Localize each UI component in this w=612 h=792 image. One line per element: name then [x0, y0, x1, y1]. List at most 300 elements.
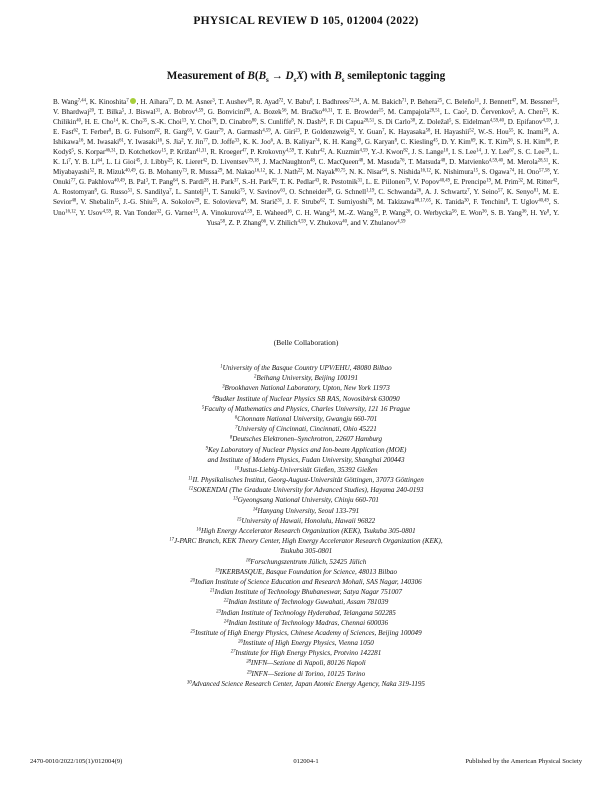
affiliation-line	[30, 597, 582, 607]
author-affiliation-marks: 4,59	[102, 209, 111, 215]
author-name: V. Savinov	[248, 188, 281, 197]
author-affiliation-marks: 57,58	[539, 168, 550, 174]
author-affiliation-marks: 77	[203, 138, 208, 144]
author-affiliation-marks: 40,49	[439, 178, 450, 184]
author-name: A. Ishikawa	[53, 128, 560, 147]
author-name: S. Ogawa	[481, 168, 510, 177]
author-entry	[80, 209, 111, 217]
affiliation-text: Indian Institute of Technology Madras, Chennai 600036	[228, 618, 389, 627]
title-suffix: with $B_s$ semileptonic tagging	[307, 70, 446, 85]
affiliation-text: University of Cincinnati, Cincinnati, Ohio 45221	[237, 425, 377, 434]
author-affiliation-marks: 31	[155, 108, 161, 114]
author-affiliation-marks: 38	[410, 118, 416, 124]
author-entry	[391, 168, 431, 176]
affiliation-line	[30, 587, 582, 597]
author-name: Y. Choi	[189, 118, 212, 127]
affiliation-text: Indian Institute of Science Education and Research Mohali, SAS Nagar, 140306	[194, 577, 422, 586]
author-affiliation-marks: 23	[295, 128, 300, 134]
affiliation-line	[30, 658, 582, 668]
author-affiliation-marks: 35	[142, 118, 148, 124]
author-name: J. S. Lange	[411, 148, 444, 157]
author-name: G. Schnell	[335, 188, 367, 197]
author-name: G. Karyan	[364, 138, 395, 147]
author-affiliation-marks: 39	[356, 138, 362, 144]
affiliation-number: 6	[234, 415, 238, 421]
affiliation-line	[30, 648, 582, 658]
author-name: F. Tenchini	[473, 198, 506, 207]
author-affiliation-marks: 51	[127, 188, 133, 194]
author-entry	[79, 178, 125, 186]
author-name: Z. P. Zhang	[228, 218, 262, 227]
author-affiliation-marks: 54	[329, 209, 335, 215]
author-name: P. Goldenzweig	[304, 128, 350, 137]
author-affiliation-marks: 73	[182, 168, 187, 174]
author-name: Y. Jin	[187, 138, 204, 147]
author-entry	[478, 128, 513, 136]
author-entry	[323, 138, 361, 146]
author-affiliation-marks: 15	[473, 168, 479, 174]
author-entry	[204, 198, 246, 206]
author-affiliation-marks: 25	[437, 98, 443, 104]
author-affiliation-marks: 7	[126, 98, 129, 104]
author-affiliation-marks: 7	[382, 128, 385, 134]
author-affiliation-marks: 2	[464, 108, 467, 114]
author-affiliation-marks: 22	[297, 168, 303, 174]
author-entry	[243, 138, 273, 146]
author-entry	[508, 118, 551, 126]
author-entry	[365, 138, 397, 146]
author-name: A. Sokolov	[161, 198, 195, 207]
author-name: K. Senyo	[506, 188, 534, 197]
affiliation-number: 18	[245, 558, 251, 564]
author-affiliation-marks: 42	[552, 178, 558, 184]
affiliation-line	[30, 638, 582, 648]
author-name: Y. Yusa	[206, 208, 559, 227]
author-name: A. Vinokurova	[201, 208, 244, 217]
author-name: H. Hayashii	[434, 128, 470, 137]
author-entry	[177, 98, 215, 106]
author-entry	[339, 209, 379, 217]
author-name: A. Bozek	[254, 108, 282, 117]
author-entry	[242, 178, 277, 186]
author-entry	[371, 148, 408, 156]
affiliation-number: 29	[246, 670, 252, 676]
author-affiliation-marks: 8	[546, 209, 550, 215]
affiliation-line	[30, 567, 582, 577]
author-entry	[191, 168, 223, 176]
author-entry	[527, 178, 558, 186]
author-entry	[337, 108, 384, 116]
author-entry	[202, 209, 253, 217]
author-name: P. Krokovny	[250, 148, 286, 157]
author-entry	[164, 108, 203, 116]
author-entry	[269, 219, 305, 227]
author-entry	[289, 188, 331, 196]
author-affiliation-marks: 82	[272, 178, 277, 184]
author-affiliation-marks: 76	[399, 158, 405, 164]
author-name: R. Ayad	[255, 98, 279, 106]
author-entry	[323, 178, 362, 186]
author-entry	[518, 168, 550, 176]
author-name: P. Kodyš	[53, 138, 559, 157]
author-affiliation-marks: 5	[121, 108, 125, 114]
author-name: D. Kotchetkov	[119, 148, 162, 157]
author-name: D. Epifanov	[507, 118, 543, 127]
author-entry	[90, 98, 137, 106]
author-affiliation-marks: 16,12	[65, 209, 76, 215]
author-affiliation-marks: 42	[319, 148, 325, 154]
author-name: S. Uno	[53, 198, 560, 217]
author-affiliation-marks: 15	[161, 148, 167, 154]
author-affiliation-marks: 62	[320, 198, 325, 204]
affiliation-text: Indian Institute of Technology Bhubaneswar, Satya Nagar 751007	[214, 588, 402, 597]
author-affiliation-marks: 80	[251, 118, 257, 124]
author-name: D. Matvienko	[449, 158, 489, 167]
author-entry	[210, 148, 246, 156]
author-name: T. Bilka	[98, 108, 122, 117]
affiliation-text: J-PARC Branch, KEK Theory Center, High Energy Accelerator Research Organization (KEK),	[174, 537, 443, 546]
author-name: M. Ritter	[526, 178, 553, 187]
author-name: M.-Z. Wang	[338, 208, 374, 217]
affiliation-text: Indian Institute of Technology Hyderabad, Telangana 502285	[220, 608, 396, 617]
author-affiliation-marks: 64	[382, 168, 387, 174]
author-affiliation-marks: 82	[403, 148, 409, 154]
author-name: D. Červenkov	[471, 108, 513, 117]
affiliation-text: Brookhaven National Laboratory, Upton, New York 11973	[224, 384, 390, 393]
author-affiliation-marks: 16	[157, 138, 162, 144]
author-name: I. S. Lee	[451, 148, 477, 157]
affiliation-line	[30, 445, 582, 455]
author-entry	[378, 118, 415, 126]
author-name: Y. Iwasaki	[127, 138, 158, 147]
author-affiliation-marks: 74	[314, 138, 320, 144]
author-name: P. Križan	[169, 148, 197, 157]
author-name: L. E. Piilonen	[365, 178, 406, 187]
author-entry	[412, 148, 449, 156]
affiliation-text: Indian Institute of Technology Guwahati, Assam 781039	[228, 598, 389, 607]
author-name: T. K. Pedlar	[280, 178, 315, 187]
author-entry	[164, 128, 192, 136]
affiliation-number: 1	[220, 364, 223, 370]
author-entry	[129, 108, 161, 116]
author-affiliation-marks: 7	[467, 188, 470, 194]
author-entry	[455, 118, 504, 126]
author-name: H. Ono	[517, 168, 540, 177]
affiliation-text: University of the Basque Country UPV/EHU, 48080 Bilbao	[222, 364, 392, 372]
author-affiliation-marks: 40	[342, 219, 347, 225]
author-entry	[471, 108, 514, 116]
affiliation-line	[30, 536, 582, 546]
author-affiliation-marks: 50	[543, 128, 549, 134]
author-name: P. Behera	[410, 98, 438, 106]
author-affiliation-marks: 66	[261, 219, 266, 225]
author-name: W.-S. Hou	[478, 128, 509, 137]
author-affiliation-marks: 36	[482, 209, 487, 215]
author-name: T. Sumiyoshi	[329, 198, 368, 207]
affiliation-number: 16	[196, 527, 201, 533]
author-entry	[181, 178, 208, 186]
author-affiliation-marks: 4,59	[359, 148, 368, 154]
author-affiliation-marks: 43	[314, 178, 320, 184]
author-entry	[82, 128, 111, 136]
affiliation-text: Justus-Liebig-Universität Gießen, 35392 Gießen	[239, 465, 378, 474]
author-affiliation-marks: 66	[545, 138, 551, 144]
author-affiliation-marks: 15	[552, 98, 558, 104]
title-prefix: Measurement of	[166, 70, 248, 82]
author-entry	[212, 138, 240, 146]
author-name: K. Inami	[517, 128, 544, 137]
author-entry	[366, 178, 410, 186]
author-name: J. Y. Lee	[484, 148, 510, 157]
author-entry	[256, 98, 284, 106]
author-name: V. Popov	[413, 178, 440, 187]
author-name: M. Bessner	[520, 98, 553, 106]
author-affiliation-marks: 56	[451, 209, 457, 215]
author-name: C. Schwanda	[378, 188, 417, 197]
author-entry	[152, 178, 178, 186]
author-entry	[482, 168, 514, 176]
author-entry	[53, 98, 86, 106]
author-affiliation-marks: 63	[280, 188, 286, 194]
author-name: G. Bonvicini	[207, 108, 246, 117]
affiliation-number: 28	[246, 659, 251, 665]
author-affiliation-marks: 56	[281, 108, 287, 114]
author-affiliation-marks: 37	[233, 178, 239, 184]
author-entry	[518, 128, 549, 136]
author-entry	[328, 148, 368, 156]
author-affiliation-marks: 8	[94, 188, 97, 194]
author-affiliation-marks: 8	[291, 118, 294, 124]
author-entry	[297, 118, 325, 126]
author-entry	[435, 128, 474, 136]
affiliation-text: II. Physikalisches Institut, Georg-August-Universität Göttingen, 37073 Göttingen	[192, 476, 424, 485]
author-entry	[531, 209, 550, 217]
author-entry	[316, 98, 359, 106]
author-affiliation-marks: 8	[108, 128, 112, 134]
affiliation-line	[30, 526, 582, 536]
author-entry	[249, 188, 285, 196]
author-name: T. Aushev	[218, 98, 248, 106]
author-name: K. H. Kang	[323, 138, 357, 147]
affiliation-number: 11	[188, 476, 193, 482]
author-entry	[53, 188, 97, 196]
author-entry	[329, 198, 372, 206]
author-affiliation-marks: 46,31	[105, 148, 116, 154]
author-affiliation-marks: 4,59	[397, 219, 406, 225]
author-name: E. Won	[460, 208, 483, 217]
author-entry	[78, 148, 116, 156]
author-name: D. Y. Kim	[441, 138, 471, 147]
affiliation-line	[30, 363, 582, 373]
author-entry	[161, 198, 199, 206]
author-entry	[208, 108, 250, 116]
author-entry	[177, 158, 208, 166]
author-name: M. Starič	[250, 198, 278, 207]
author-affiliation-marks: 47	[511, 98, 517, 104]
author-affiliation-marks: 40	[240, 198, 246, 204]
orcid-icon[interactable]	[130, 98, 136, 104]
author-affiliation-marks: 26	[405, 209, 411, 215]
author-entry	[263, 158, 315, 166]
author-affiliation-marks: 72,34	[348, 98, 360, 104]
author-affiliation-marks: 4,59	[243, 209, 253, 215]
affiliation-line	[30, 628, 582, 638]
affiliation-number: 23	[216, 609, 221, 614]
author-affiliation-marks: 6	[270, 138, 273, 144]
author-entry	[491, 209, 527, 217]
affiliation-text: Key Laboratory of Nuclear Physics and Ion-beam Application (MOE)	[207, 445, 407, 454]
author-name: N. K. Nisar	[349, 168, 383, 177]
author-affiliation-marks: 80	[245, 108, 250, 114]
affiliation-number: 10	[234, 466, 240, 472]
author-entry	[520, 98, 557, 106]
author-name: V. Shebalin	[80, 198, 115, 207]
author-entry	[495, 178, 523, 186]
author-entry	[87, 138, 124, 146]
author-entry	[410, 98, 442, 106]
author-entry	[378, 188, 421, 196]
author-affiliation-marks: 41,31	[196, 148, 207, 154]
author-affiliation-marks: 7	[169, 188, 172, 194]
author-name: T. Pang	[151, 178, 174, 187]
affiliation-text: INFN—Sezione di Napoli, 80126 Napoli	[250, 659, 366, 668]
author-entry	[256, 209, 292, 217]
affiliation-text: and Institute of Modern Physics, Fudan University, Shanghai 200443	[207, 455, 405, 464]
author-name: S. Nishida	[390, 168, 421, 177]
author-name: G. Pakhlova	[79, 178, 115, 187]
author-affiliation-marks: 2	[181, 138, 184, 144]
author-entry	[413, 178, 449, 186]
author-name: T. Sanuki	[212, 188, 241, 197]
author-affiliation-marks: 49	[247, 98, 253, 104]
affiliation-number: 15	[236, 517, 242, 523]
author-entry	[479, 138, 513, 146]
author-affiliation-marks: 45	[433, 138, 438, 144]
author-entry	[349, 168, 387, 176]
author-name: M. Takizawa	[376, 198, 415, 207]
author-name: K. J. Nath	[268, 168, 298, 177]
affiliation-line	[30, 414, 582, 424]
author-entry	[473, 188, 502, 196]
author-name: K. Kinoshita	[89, 98, 127, 106]
author-entry	[319, 158, 363, 166]
author-affiliation-marks: 8	[310, 98, 313, 104]
author-entry	[269, 168, 303, 176]
author-name: B. G. Fulsom	[115, 128, 156, 137]
title-formula: $B(B_s \to D_sX)$	[247, 70, 308, 85]
author-affiliation-marks: 11	[474, 98, 480, 104]
affiliation-line	[30, 618, 582, 628]
affiliation-text: Institute of High Energy Physics, Chinese Academy of Sciences, Beijing 100049	[195, 628, 422, 637]
author-affiliation-marks: 25	[167, 158, 173, 164]
author-name: C. H. Wang	[295, 208, 330, 217]
author-entry	[101, 188, 132, 196]
author-entry	[367, 158, 404, 166]
author-name: J.-G. Shiu	[123, 198, 153, 207]
author-name: K. Tanida	[435, 198, 465, 207]
author-entry	[127, 138, 162, 146]
author-affiliation-marks: 67	[509, 148, 515, 154]
author-name: G. Varner	[165, 208, 194, 217]
author-name: G. Russo	[101, 188, 128, 197]
author-entry	[449, 158, 503, 166]
author-entry	[442, 138, 476, 146]
author-affiliation-marks: 30	[464, 198, 469, 204]
author-affiliation-marks: 8	[505, 198, 508, 204]
author-entry	[196, 128, 223, 136]
author-name: V. Babu	[287, 98, 311, 106]
author-name: L. K. Li	[53, 148, 559, 167]
affiliation-text: Beihang University, Beijing 100191	[256, 374, 358, 383]
author-name: A. Bobrov	[164, 108, 196, 117]
author-name: H. Park	[212, 178, 234, 187]
author-name: L. Li Gioi	[106, 158, 136, 167]
author-name: L. Santelj	[175, 188, 204, 197]
author-name: A. Garmash	[227, 128, 263, 137]
affiliation-text: Hanyang University, Seoul 133-791	[257, 506, 360, 515]
author-entry	[454, 178, 491, 186]
author-name: S. Sandilya	[136, 188, 170, 197]
affiliation-text: University of Hawaii, Honolulu, Hawaii 96822	[241, 516, 376, 525]
author-entry	[414, 209, 456, 217]
author-entry	[144, 158, 172, 166]
affiliation-text: Institute for High Energy Physics, Protvino 142281	[235, 649, 382, 658]
author-name: S. B. Yang	[490, 208, 522, 217]
author-entry	[306, 168, 345, 176]
author-name: R. Mussa	[190, 168, 218, 177]
author-name: R. Pestotnik	[322, 178, 358, 187]
affiliation-line	[30, 669, 582, 679]
author-entry	[518, 148, 549, 156]
author-affiliation-marks: 20	[89, 108, 94, 114]
author-entry	[170, 148, 207, 156]
author-name: O. Schneider	[289, 188, 327, 197]
author-entry	[358, 128, 384, 136]
author-name: M. Bračko	[290, 108, 323, 117]
author-name: K. Cho	[121, 118, 143, 127]
author-name: H. Ye	[530, 208, 547, 217]
author-name: A. M. Bakich	[362, 98, 402, 106]
footer-page-number: 012004-1	[293, 758, 319, 765]
author-entry	[227, 128, 270, 136]
affiliation-line	[30, 546, 582, 556]
author-name: J. Biswal	[128, 108, 156, 117]
author-affiliation-marks: 55	[508, 128, 514, 134]
author-name: K. K. Joo	[243, 138, 271, 147]
author-affiliation-marks: 32	[518, 178, 523, 184]
author-name: K. Lieret	[176, 158, 203, 167]
author-entry	[276, 138, 319, 146]
author-name: B. Wang	[53, 98, 78, 106]
author-affiliation-marks: 5	[448, 118, 452, 124]
author-affiliation-marks: 78	[367, 198, 373, 204]
author-name: O. Werbycka	[414, 208, 452, 217]
author-name: E. Waheed	[256, 208, 288, 217]
affiliation-line	[30, 404, 582, 414]
author-affiliation-marks: 55	[373, 209, 379, 215]
author-affiliation-marks: 16,12	[254, 168, 266, 174]
affiliation-line	[30, 394, 582, 404]
author-entry	[226, 168, 265, 176]
author-affiliation-marks: 75	[240, 188, 245, 194]
author-name: J. MacNaughton	[262, 158, 310, 167]
author-affiliation-marks: 55	[152, 198, 158, 204]
author-affiliation-marks: 29	[194, 198, 200, 204]
author-entry	[363, 98, 407, 106]
author-affiliation-marks: 15	[193, 209, 198, 215]
author-affiliation-marks: 29	[217, 168, 223, 174]
affiliation-line	[30, 679, 582, 689]
